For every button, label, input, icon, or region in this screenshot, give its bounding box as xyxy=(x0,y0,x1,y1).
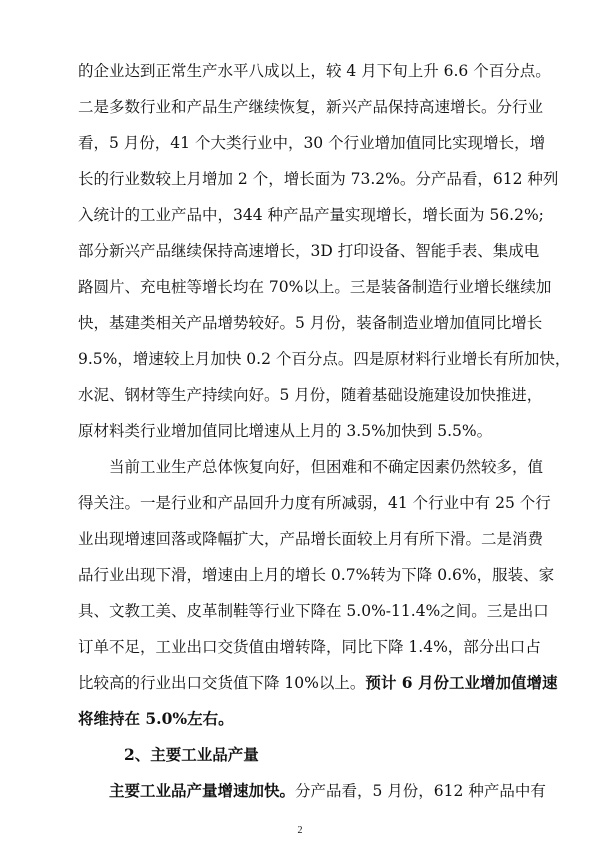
section-heading: 2、主要工业品产量 xyxy=(124,745,259,764)
text-line: 看，5 月份，41 个大类行业中，30 个行业增加值同比实现增长，增 xyxy=(78,134,546,152)
text-segment: 比较高的行业出口交货值下降 10%以上。 xyxy=(78,674,366,692)
text-line: 二是多数行业和产品生产继续恢复，新兴产品保持高速增长。分行业 xyxy=(78,98,544,116)
text-line: 长的行业数较上月增加 2 个，增长面为 73.2%。分产品看，612 种列 xyxy=(78,170,559,188)
text-line: 当前工业生产总体恢复向好，但困难和不确定因素仍然较多，值 xyxy=(109,458,544,476)
text-line: 原材料类行业增加值同比增速从上月的 3.5%加快到 5.5%。 xyxy=(78,422,493,440)
text-line: 水泥、钢材等生产持续向好。5 月份，随着基础设施建设加快推进， xyxy=(78,386,543,404)
paragraph-lead: 主要工业品产量增速加快。 xyxy=(109,781,296,800)
text-line: 路圆片、充电桩等增长均在 70%以上。三是装备制造行业增长继续加 xyxy=(78,278,552,296)
paragraph-industrial-output xyxy=(109,781,546,801)
text-line: 业出现增速回落或降幅扩大，产品增长面较上月有所下滑。二是消费 xyxy=(78,530,544,548)
text-line: 具、文教工美、皮革制鞋等行业下降在 5.0%-11.4%之间。三是出口 xyxy=(78,602,549,620)
text-segment: 分产品看，5 月份，612 种产品中有 xyxy=(295,782,546,800)
text-line: 快，基建类相关产品增势较好。5 月份，装备制造业增加值同比增长 xyxy=(78,314,543,332)
text-line: 的企业达到正常生产水平八成以上，较 4 月下旬上升 6.6 个百分点。 xyxy=(78,62,551,80)
text-line: 得关注。一是行业和产品回升力度有所减弱，41 个行业中有 25 个行 xyxy=(78,494,551,512)
text-line: 部分新兴产品继续保持高速增长，3D 打印设备、智能手表、集成电 xyxy=(78,242,540,260)
forecast-text: 预计 6 月份工业增加值增速 xyxy=(365,673,558,692)
text-line xyxy=(78,673,558,693)
page-number: 2 xyxy=(297,825,303,836)
text-line: 订单不足，工业出口交货值由增转降，同比下降 1.4%，部分出口占 xyxy=(78,638,541,656)
forecast-text: 将维持在 5.0%左右。 xyxy=(78,709,234,728)
text-line: 9.5%，增速较上月加快 0.2 个百分点。四是原材料行业增长有所加快， xyxy=(78,350,571,368)
text-line: 品行业出现下滑，增速由上月的增长 0.7%转为下降 0.6%，服装、家 xyxy=(78,566,555,584)
text-line: 入统计的工业产品中，344 种产品产量实现增长，增长面为 56.2%; xyxy=(78,206,544,224)
